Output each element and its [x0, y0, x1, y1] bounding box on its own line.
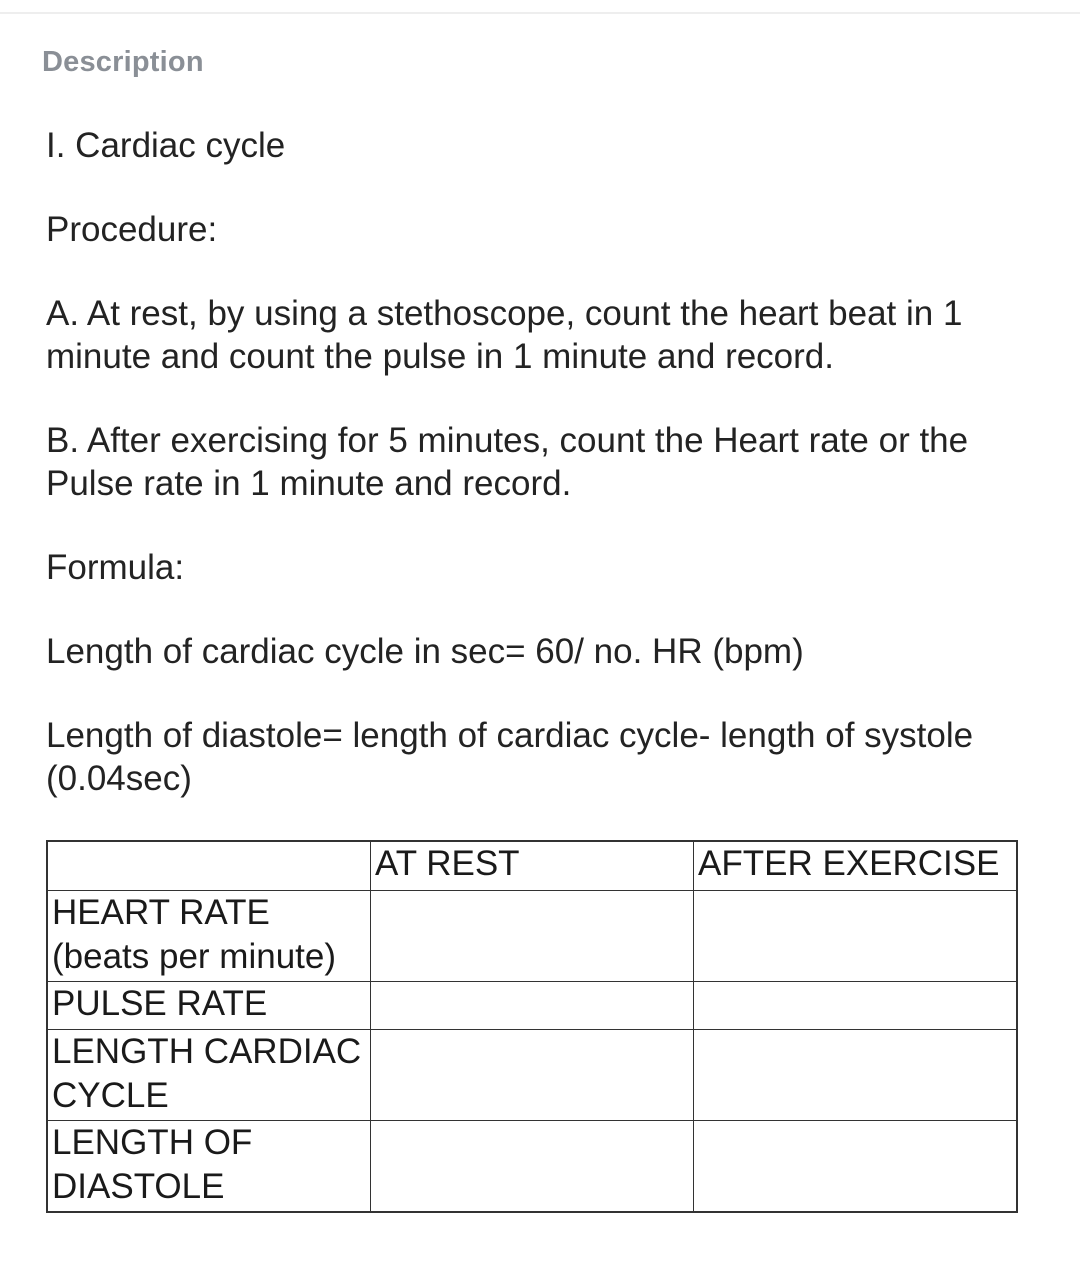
cell-pulse-rate-after-exercise	[694, 982, 1018, 1030]
cell-cardiac-cycle-at-rest	[371, 1030, 694, 1121]
table-row	[47, 891, 1017, 982]
cell-cardiac-cycle-after-exercise	[694, 1030, 1018, 1121]
top-divider	[0, 12, 1080, 14]
row-label-length-cardiac-cycle: LENGTH CARDIAC CYCLE	[47, 1030, 371, 1121]
row-label-length-of-diastole: LENGTH OF DIASTOLE	[47, 1121, 371, 1213]
formula-cardiac-cycle: Length of cardiac cycle in sec= 60/ no. HR (bpm)	[46, 632, 804, 671]
section-title: I. Cardiac cycle	[46, 126, 286, 165]
header-cell-blank	[47, 841, 371, 891]
cell-pulse-rate-at-rest	[371, 982, 694, 1030]
table-row	[47, 1030, 1017, 1121]
procedure-label: Procedure:	[46, 210, 218, 249]
table-row	[47, 1121, 1017, 1213]
row-label-heart-rate: HEART RATE (beats per minute)	[47, 891, 371, 982]
header-cell-at-rest: AT REST	[371, 841, 694, 891]
header-cell-after-exercise: AFTER EXERCISE	[694, 841, 1018, 891]
procedure-step-a: A. At rest, by using a stethoscope, count the heart beat in 1 minute and count the pulse in 1 minute and record.	[46, 294, 963, 376]
cell-heart-rate-at-rest	[371, 891, 694, 982]
row-label-pulse-rate: PULSE RATE	[47, 982, 371, 1030]
results-table	[46, 840, 1018, 1213]
cell-diastole-at-rest	[371, 1121, 694, 1213]
table-row	[47, 982, 1017, 1030]
description-content	[46, 124, 1036, 841]
cell-diastole-after-exercise	[694, 1121, 1018, 1213]
procedure-step-b: B. After exercising for 5 minutes, count the Heart rate or the Pulse rate in 1 minute and record.	[46, 421, 969, 503]
formula-label: Formula:	[46, 548, 185, 587]
table-header-row	[47, 841, 1017, 891]
section-label-description: Description	[42, 46, 204, 78]
cell-heart-rate-after-exercise	[694, 891, 1018, 982]
formula-diastole: Length of diastole= length of cardiac cycle- length of systole (0.04sec)	[46, 716, 974, 798]
